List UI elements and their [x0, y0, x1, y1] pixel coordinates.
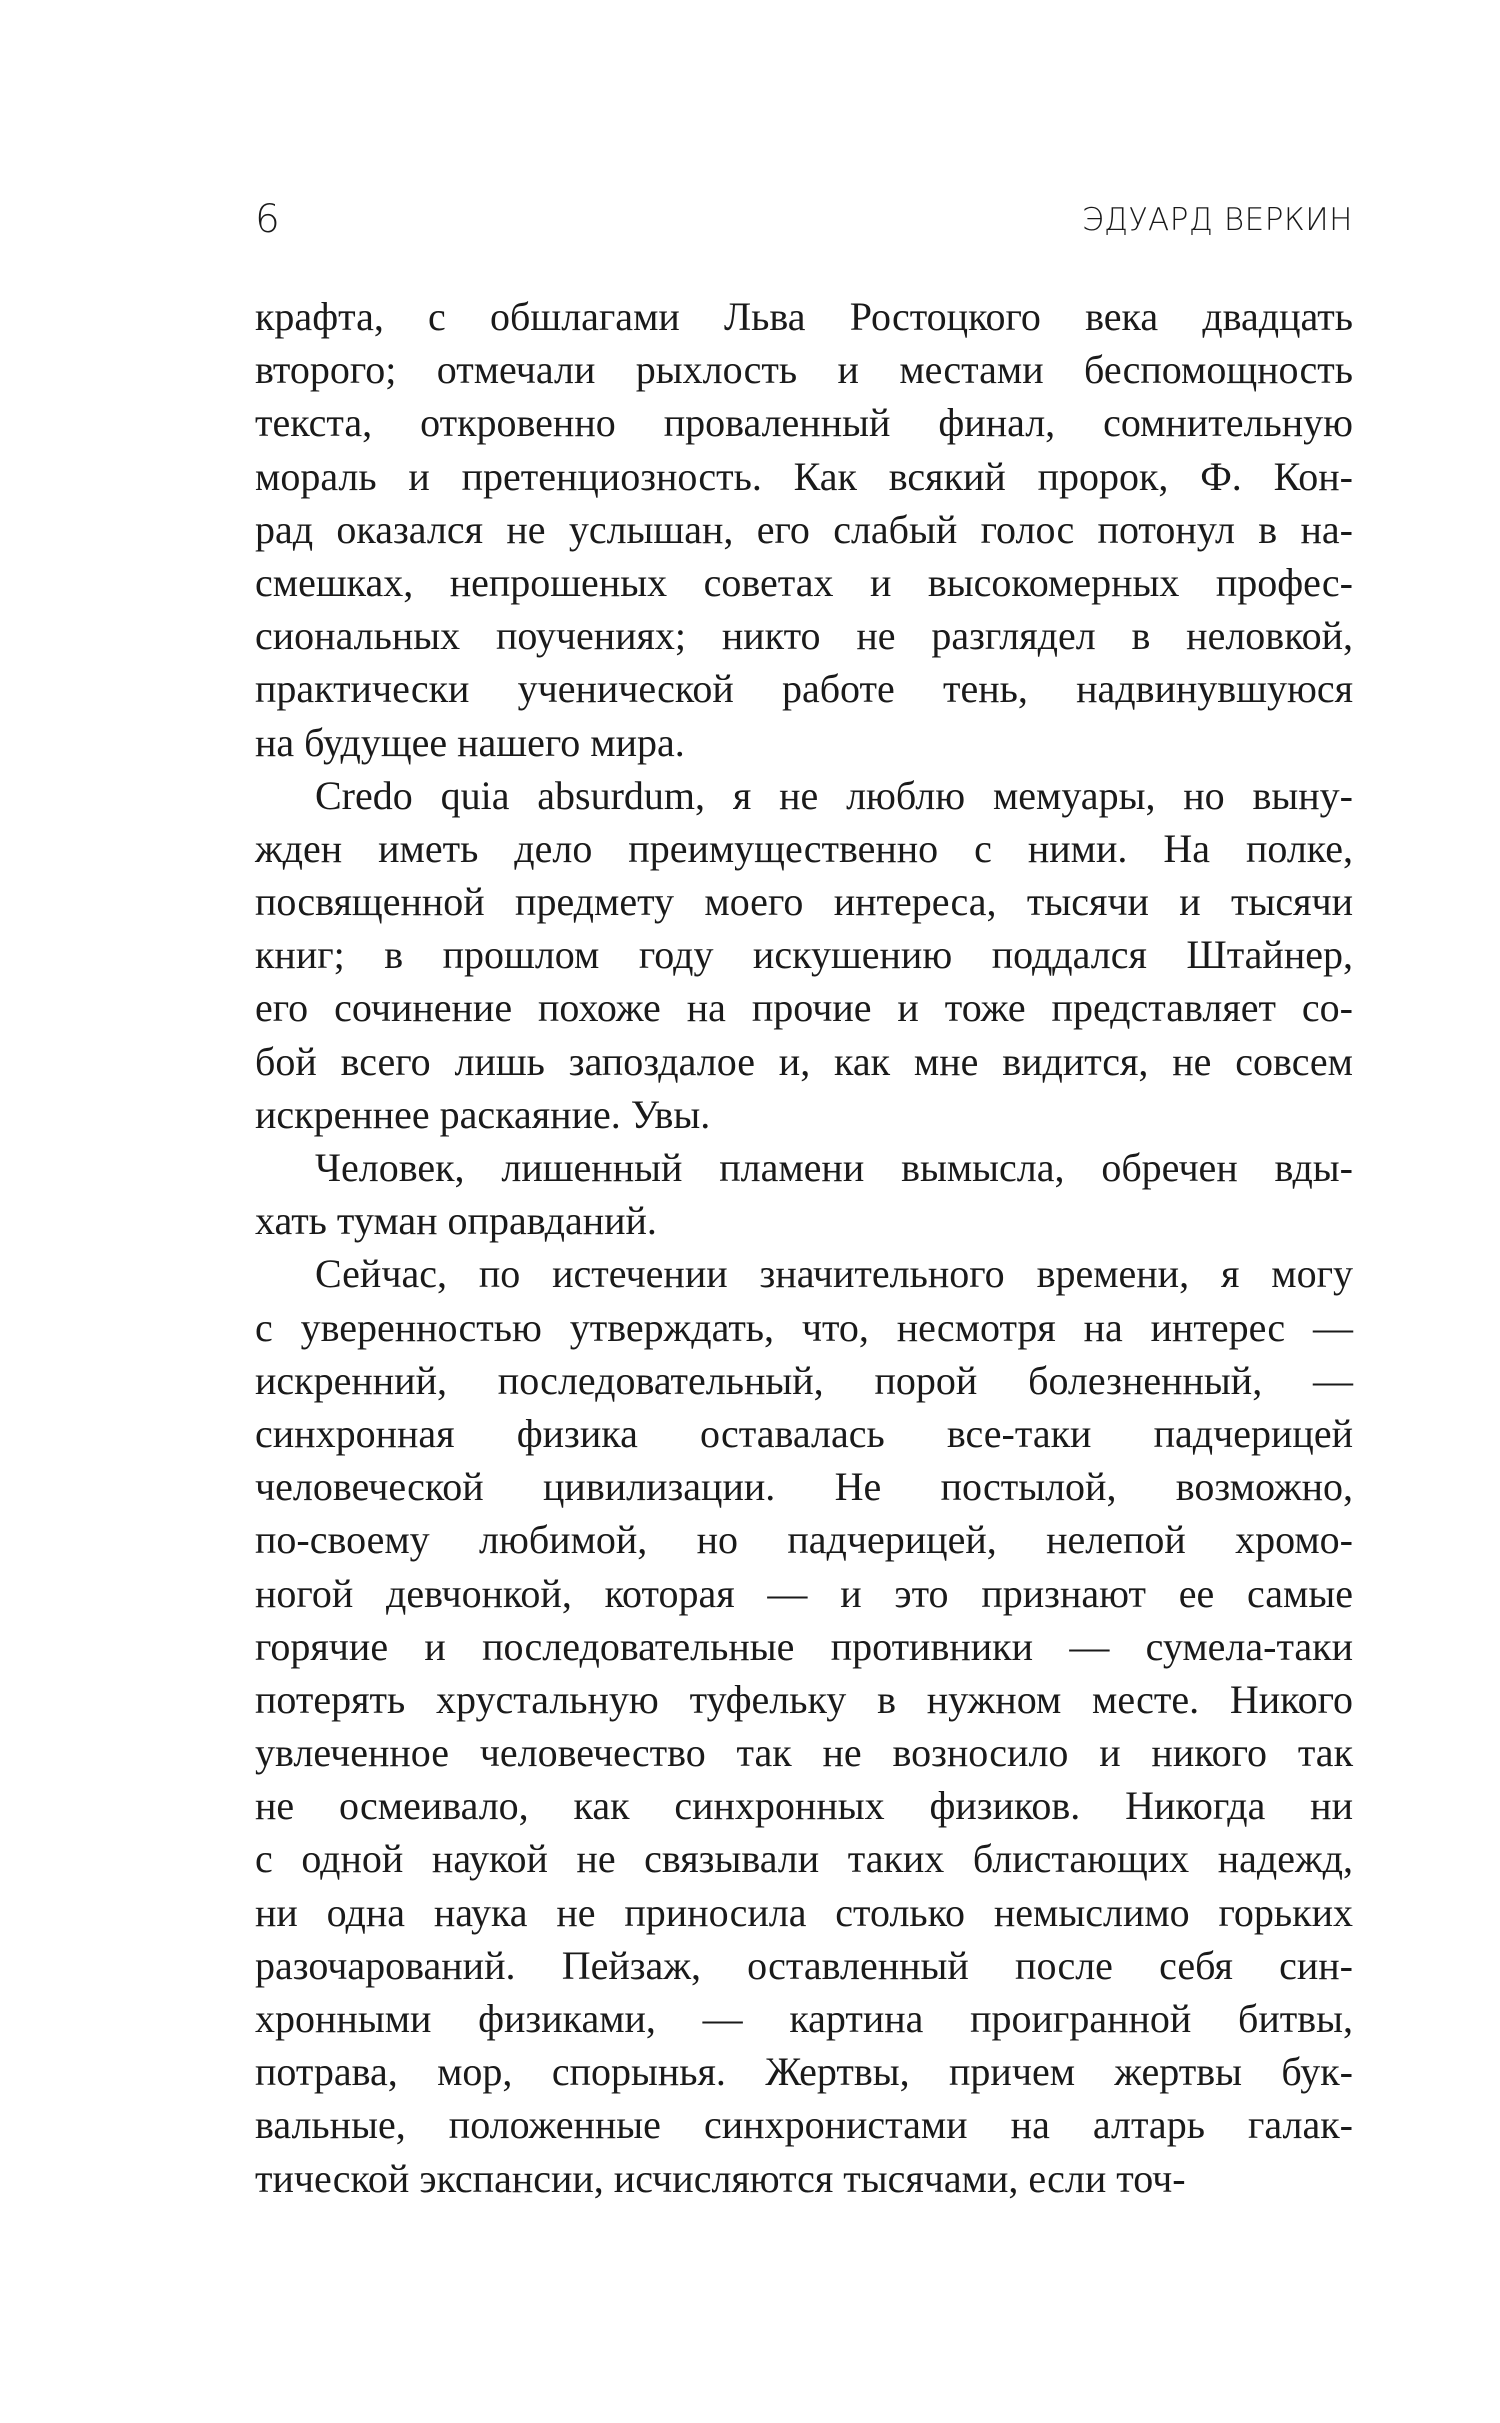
- text-line: бой всего лишь запоздалое и, как мне видится, не совсем: [255, 1038, 1353, 1084]
- text-line: с одной наукой не связывали таких блистающих надежд,: [255, 1836, 1353, 1882]
- text-line: смешках, непрошеных советах и высокомерных профес-: [255, 559, 1353, 605]
- text-line: ни одна наука не приносила столько немыслимо горьких: [255, 1889, 1353, 1935]
- text-line: по-своему любимой, но падчерицей, нелепой хромо-: [255, 1517, 1353, 1563]
- text-line: его сочинение похоже на прочие и тоже представляет со-: [255, 985, 1353, 1031]
- text-line: жден иметь дело преимущественно с ними. На полке,: [255, 825, 1353, 871]
- text-line: синхронная физика оставалась все-таки падчерицей: [255, 1410, 1353, 1456]
- text-line: практически ученической работе тень, надвинувшуюся: [255, 666, 1353, 712]
- text-line: разочарований. Пейзаж, оставленный после себя син-: [255, 1942, 1353, 1988]
- text-line: тической экспансии, исчисляются тысячами, если точ-: [255, 2155, 1186, 2201]
- text-line: вальные, положенные синхронистами на алтарь галак-: [255, 2102, 1353, 2148]
- text-line: Человек, лишенный пламени вымысла, обречен вды-: [315, 1145, 1353, 1190]
- text-line: крафта, с обшлагами Льва Ростоцкого века двадцать: [255, 294, 1353, 339]
- text-line: Credo quia absurdum, я не люблю мемуары, но выну-: [315, 772, 1353, 818]
- text-line: искренний, последовательный, порой болезненный, —: [255, 1357, 1353, 1403]
- text-line: потрава, мор, спорынья. Жертвы, причем жертвы бук-: [255, 2049, 1353, 2095]
- text-line: искреннее раскаяние. Увы.: [255, 1091, 711, 1137]
- text-line: потерять хрустальную туфельку в нужном месте. Никого: [255, 1676, 1353, 1722]
- paragraph: [255, 769, 1353, 1141]
- text-line: текста, откровенно проваленный финал, сомнительную: [255, 400, 1353, 446]
- text-line: посвященной предмету моего интереса, тысячи и тысячи: [255, 879, 1353, 925]
- text-line: не осмеивало, как синхронных физиков. Никогда ни: [255, 1783, 1353, 1829]
- text-line: горячие и последовательные противники — сумела-таки: [255, 1623, 1353, 1669]
- paragraph: [255, 1141, 1353, 1247]
- text-line: второго; отмечали рыхлость и местами беспомощность: [255, 347, 1353, 393]
- text-line: на будущее нашего мира.: [255, 719, 685, 765]
- text-line: мораль и претенциозность. Как всякий пророк, Ф. Кон-: [255, 453, 1353, 499]
- text-line: Сейчас, по истечении значительного времени, я могу: [315, 1251, 1353, 1297]
- text-line: ногой девчонкой, которая — и это признают ее самые: [255, 1570, 1353, 1616]
- paragraph: [255, 290, 1353, 769]
- text-line: с уверенностью утверждать, что, несмотря на интерес —: [255, 1304, 1353, 1350]
- text-line: увлеченное человечество так не возносило и никого так: [255, 1730, 1353, 1776]
- body-text: [255, 290, 1353, 2205]
- text-line: человеческой цивилизации. Не постылой, возможно,: [255, 1464, 1353, 1510]
- running-head: [255, 196, 1353, 246]
- paragraph: [255, 1247, 1353, 2204]
- text-line: хронными физиками, — картина проигранной битвы,: [255, 1996, 1353, 2041]
- page-number: 6: [255, 197, 280, 242]
- text-line: хать туман оправданий.: [255, 1198, 657, 1244]
- text-line: рад оказался не услышан, его слабый голос потонул в на-: [255, 506, 1353, 552]
- text-line: сиональных поучениях; никто не разглядел в неловкой,: [255, 613, 1353, 659]
- author-name: ЭДУАРД ВЕРКИН: [1081, 202, 1353, 238]
- text-line: книг; в прошлом году искушению поддался Штайнер,: [255, 932, 1353, 978]
